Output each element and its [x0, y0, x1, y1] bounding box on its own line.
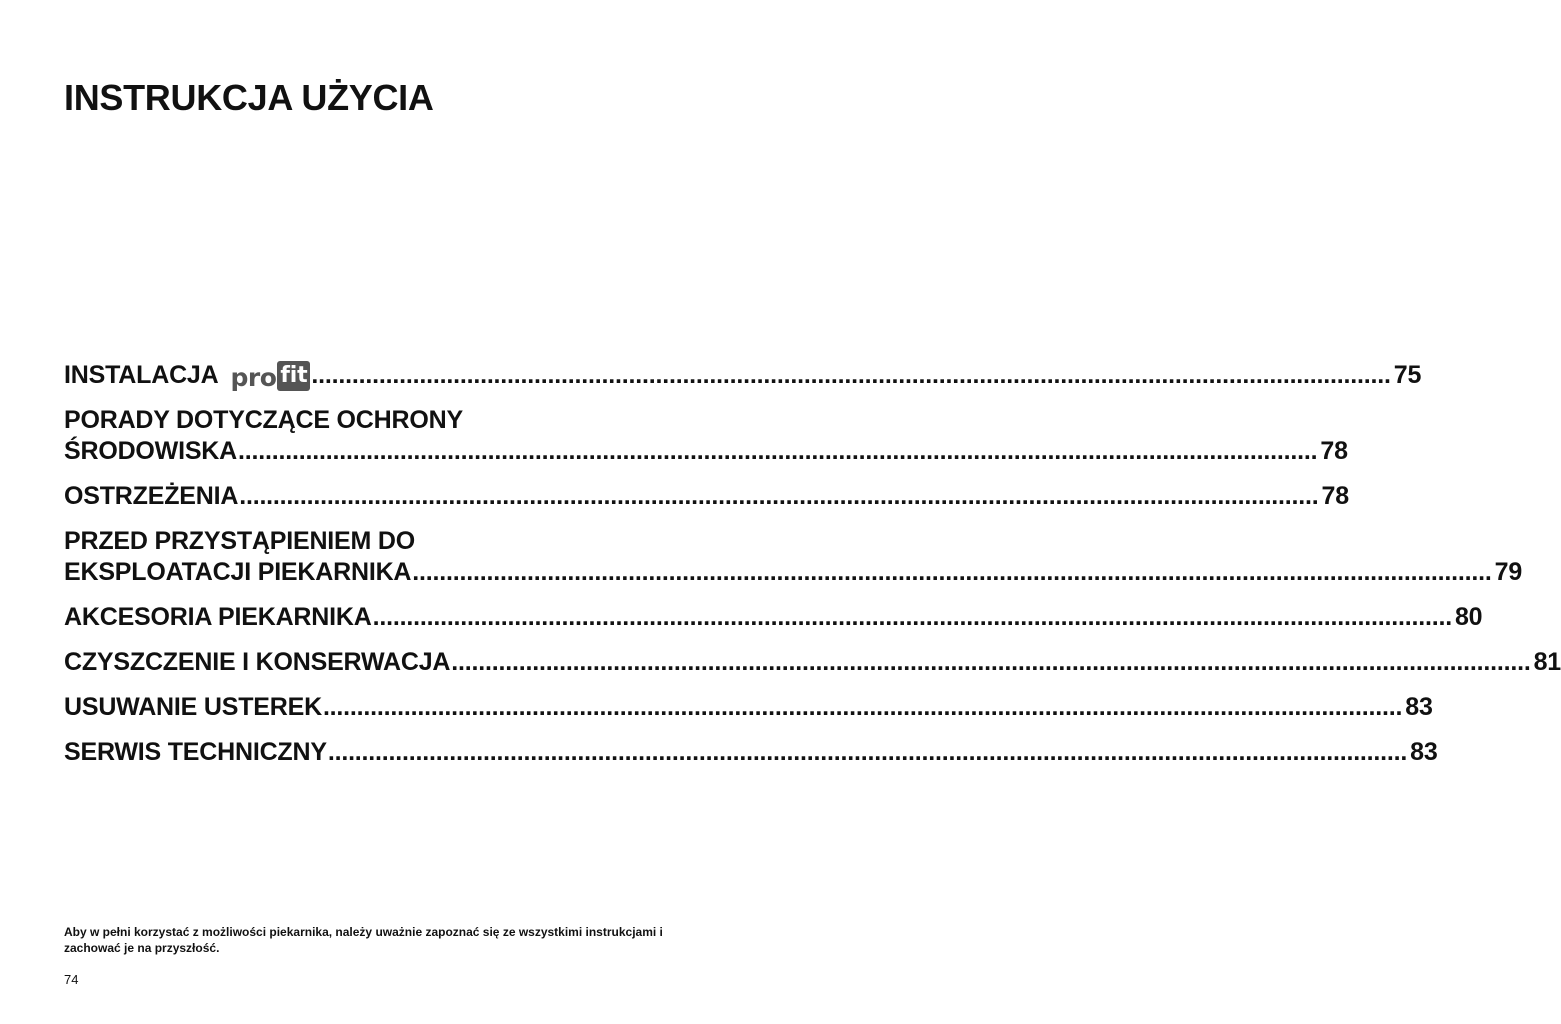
toc-line	[64, 481, 1349, 512]
toc-entry	[64, 405, 1348, 467]
toc-entry	[64, 481, 1349, 512]
toc-label: INSTALACJA	[64, 361, 219, 389]
toc-line	[64, 692, 1433, 723]
toc-label: PORADY DOTYCZĄCE OCHRONY	[64, 406, 463, 434]
toc-line	[64, 737, 1438, 768]
toc-leader-dots: ................................................................................................................................................................	[322, 693, 1403, 721]
toc-page-number: 81	[1533, 648, 1561, 676]
toc-leader-dots: ................................................................................................................................................................	[451, 648, 1531, 676]
toc-leader-dots: ................................................................................................................................................................	[372, 603, 1452, 631]
usage-note: Aby w pełni korzystać z możliwości piekarnika, należy uważnie zapoznać się ze wszystkimi instrukcjami i zachować je na przyszłość.	[64, 925, 663, 955]
toc-label: EKSPLOATACJI PIEKARNIKA	[64, 558, 412, 586]
toc-entry	[64, 737, 1438, 768]
toc-leader-dots: ................................................................................................................................................................	[238, 437, 1318, 465]
toc-line	[64, 405, 636, 436]
toc-label: SERWIS TECHNICZNY	[64, 738, 327, 766]
toc-leader-dots: ................................................................................................................................................................	[327, 738, 1408, 766]
page-number: 74	[64, 972, 79, 987]
toc-page-number: 75	[1393, 361, 1422, 389]
toc-label: PRZED PRZYSTĄPIENIEM DO	[64, 527, 415, 555]
toc-label: USUWANIE USTEREK	[64, 693, 322, 721]
toc-entry	[64, 360, 1422, 392]
toc-entry	[64, 602, 1483, 633]
toc-label: OSTRZEŻENIA	[64, 482, 239, 510]
toc-leader-dots: ................................................................................................................................................................	[239, 482, 1319, 510]
toc-page-number: 79	[1494, 558, 1523, 586]
table-of-contents	[64, 360, 1561, 782]
profit-logo	[230, 360, 310, 391]
toc-line	[64, 436, 1348, 467]
toc-page-number: 83	[1405, 693, 1433, 721]
toc-label: ŚRODOWISKA	[64, 437, 238, 465]
toc-entry	[64, 692, 1433, 723]
logo-fit-text: fit	[277, 361, 310, 391]
toc-line	[64, 557, 1523, 588]
toc-line	[64, 647, 1561, 678]
page-title: INSTRUKCJA UŻYCIA	[64, 77, 434, 118]
toc-leader-dots: ................................................................................................................................................................	[412, 558, 1492, 586]
toc-page-number: 78	[1321, 482, 1349, 510]
toc-entry	[64, 526, 1523, 588]
toc-page-number: 83	[1410, 738, 1438, 766]
logo-pro-text: pro	[230, 363, 277, 392]
toc-page-number: 78	[1320, 437, 1348, 465]
toc-page-number: 80	[1454, 603, 1483, 631]
toc-leader-dots: ................................................................................................................................................................	[311, 361, 1391, 389]
toc-label: AKCESORIA PIEKARNIKA	[64, 603, 372, 631]
toc-line	[64, 602, 1483, 633]
toc-line	[64, 360, 1422, 392]
toc-entry	[64, 647, 1561, 678]
toc-line	[64, 526, 636, 557]
toc-label: CZYSZCZENIE I KONSERWACJA	[64, 648, 451, 676]
